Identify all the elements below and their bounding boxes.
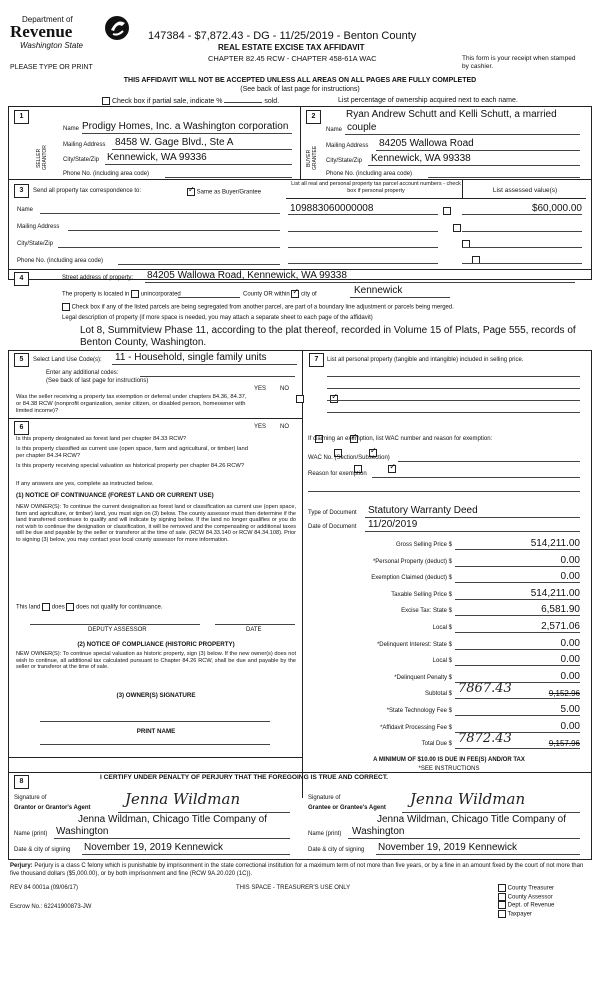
tax-row-label: Subtotal $ (424, 691, 452, 697)
additional-codes-label: Enter any additional codes: (46, 370, 119, 376)
dor-emblem-icon (104, 14, 130, 42)
corr-city-label: City/State/Zip (17, 241, 54, 247)
corr-name-label: Name (17, 207, 34, 213)
ownership-note: List percentage of ownership acquired next to each name. (338, 97, 518, 104)
copy-treasurer-checkbox[interactable] (498, 884, 506, 892)
tax-row-label: Local $ (432, 625, 452, 631)
section-1-number: 1 (14, 110, 29, 124)
grantor-name-label: Name (print) (14, 831, 48, 837)
compliance-heading: (2) NOTICE OF COMPLIANCE (HISTORIC PROPERTY) (77, 641, 235, 648)
grantor-sig-label: Signature of (14, 795, 47, 801)
property-city[interactable]: Kennewick (354, 285, 403, 296)
seller-phone-label: Phone No. (including area code) (63, 171, 150, 177)
dept-of-text: Department of (22, 15, 73, 24)
legal-label: Legal description of property (if more space is needed, you may attach a separate sheet to each page of the affidavit) (62, 315, 373, 321)
buyer-city-label: City/State/Zip (326, 158, 363, 164)
section-7-number: 7 (309, 353, 324, 367)
land-use-label: Select Land Use Code(s): (33, 357, 102, 363)
certify-statement: I CERTIFY UNDER PENALTY OF PERJURY THAT THE FOREGOING IS TRUE AND CORRECT. (100, 774, 388, 781)
copy-assessor-checkbox[interactable] (498, 893, 506, 901)
parcel-2-personal-checkbox[interactable] (453, 224, 461, 232)
buyer-name-line2[interactable]: couple (347, 122, 377, 133)
parcel-header: List all real and personal property tax parcel account numbers - check box if personal property (291, 181, 461, 194)
grantee-agent-name-2[interactable]: Washington (352, 826, 405, 837)
dept-revenue-text: Revenue (10, 22, 73, 41)
city-of-checkbox[interactable] (291, 290, 299, 298)
street-label: Street address of property: (62, 275, 134, 281)
forest-question: Is this property designated as forest land per chapter 84.33 RCW? (16, 436, 187, 442)
minimum-fee-note: A MINIMUM OF $10.00 IS DUE IN FEE(S) AND/OR TAX (373, 757, 525, 763)
buyer-side-label: BUYER GRANTEE (306, 145, 318, 171)
partial-sale: Check box if partial sale, indicate % sold. (102, 97, 279, 105)
section-2-number: 2 (306, 110, 321, 124)
unincorporated-checkbox[interactable] (131, 290, 139, 298)
grantee-sig-label: Signature of (308, 795, 341, 801)
grantor-agent-label: Grantor or Grantor's Agent (14, 805, 91, 811)
assessed-value[interactable]: $60,000.00 (531, 203, 582, 214)
land-use-code[interactable]: 11 - Household, single family units (115, 352, 267, 363)
segregated-checkbox[interactable] (62, 303, 70, 311)
current-use-question: Is this property classified as current use (open space, farm and agricultural, or timber) land per chapter 84.34 RCW? (16, 446, 248, 459)
does-qualify-checkbox[interactable] (42, 603, 50, 611)
tax-row-value[interactable]: 0.00 (560, 571, 580, 582)
legal-description[interactable]: Lot 8, Summitview Phase 11, according to the plat thereof, recorded in Volume 15 of Plats, Page 555, records of Benton County, Washington. (80, 325, 576, 348)
copy-taxpayer-checkbox[interactable] (498, 910, 506, 918)
assessed-header: List assessed value(s) (492, 187, 558, 194)
grantor-date-city[interactable]: November 19, 2019 Kennewick (84, 842, 223, 853)
compliance-text: NEW OWNER(S): To continue special valuation as historic property, sign (3) below. If the new owner(s) does not wish to continue, all additional tax calculated pursuant to Chapter 84.26 RCW, shall be due and payable by the seller or transferor at the time of sale. (16, 651, 296, 671)
tax-row-value[interactable]: 0.00 (560, 671, 580, 682)
assessor-date-label: DATE (246, 627, 262, 633)
seller-name-label: Name (63, 126, 80, 132)
section-6-number: 6 (14, 421, 29, 435)
tax-row-label: Local $ (432, 658, 452, 664)
sec6-no-header: NO (280, 424, 289, 430)
qualify-row: This land does does not qualify for continuance. (16, 604, 163, 611)
does-not-qualify-checkbox[interactable] (66, 603, 74, 611)
copy-distribution: County Treasurer County Assessor Dept. of Revenue Taxpayer (498, 884, 554, 918)
county-or-city: County OR within ✓ city of (243, 290, 317, 298)
tax-row-value[interactable]: 514,211.00 (530, 538, 580, 549)
continuance-text: NEW OWNER(S): To continue the current designation as forest land or classification as current use (open space, farm and agriculture, or timber) land, you must sign on (3) below. The county assessor must then determine if the land transferred continues to qualify and will indicate by signing below. If the land no longer qualifies or you do not wish to continue the designation or classification, it will be removed and the compensating or additional taxes will be due and payable by the seller or transferor at the time of sale. (RCW 84.33.140 or RCW 84.34.108). Prior to signing (3) below, you may contact your local county assessor for more information. (16, 504, 296, 543)
historic-question: Is this property receiving special valuation as historical property per chapter 84.26 RCW? (16, 463, 245, 469)
section-4-number: 4 (14, 272, 29, 286)
tax-row-label: Taxable Selling Price $ (391, 592, 452, 598)
property-street[interactable]: 84205 Wallowa Road, Kennewick, WA 99338 (147, 270, 347, 281)
section-5-number: 5 (14, 353, 29, 367)
treasurer-use: THIS SPACE - TREASURER'S USE ONLY (236, 885, 351, 891)
buyer-city[interactable]: Kennewick, WA 99338 (371, 153, 471, 164)
grantee-date-label: Date & city of signing (308, 847, 365, 853)
partial-sale-checkbox[interactable] (102, 97, 110, 105)
historic-no-checkbox[interactable] (388, 465, 396, 473)
wac-label: WAC No. (Section/Subsection) (308, 455, 390, 461)
tax-row-label: *Personal Property (deduct) $ (372, 559, 452, 565)
tax-row-label: *Delinquent Interest: State $ (376, 642, 452, 648)
continuance-heading: (1) NOTICE OF CONTINUANCE (FOREST LAND OR CURRENT USE) (16, 492, 214, 499)
buyer-phone-label: Phone No. (including area code) (326, 171, 413, 177)
grantee-agent-name-1[interactable]: Jenna Wildman, Chicago Title Company of (377, 814, 566, 825)
tax-row-label: *Affidavit Processing Fee $ (380, 725, 452, 731)
parcel-number[interactable]: 109883060000008 (290, 203, 374, 214)
tax-row-value[interactable]: 6,581.90 (541, 604, 580, 615)
buyer-mail-label: Mailing Address (326, 143, 369, 149)
seller-city-label: City/State/Zip (63, 157, 100, 163)
seller-side-label: SELLER GRANTOR (36, 145, 48, 171)
section-3-number: 3 (14, 184, 29, 198)
same-as-buyer: ✓ Same as Buyer/Grantee (187, 188, 261, 196)
same-as-buyer-checkbox[interactable] (187, 188, 195, 196)
deputy-assessor-label: DEPUTY ASSESSOR (88, 627, 147, 633)
doc-type-label: Type of Document (308, 510, 357, 516)
seller-name[interactable]: Prodigy Homes, Inc. a Washington corporation (82, 121, 289, 132)
sec5-yes-header: YES (254, 386, 267, 392)
see-back-text: (See back of last page for instructions) (240, 86, 360, 93)
buyer-name-line1[interactable]: Ryan Andrew Schutt and Kelli Schutt, a married (346, 109, 557, 120)
form-title: REAL ESTATE EXCISE TAX AFFIDAVIT (218, 43, 365, 52)
tax-row-label: Excise Tax: State $ (401, 608, 452, 614)
seller-mail[interactable]: 8458 W. Gage Blvd., Ste A (115, 137, 234, 148)
doc-date-label: Date of Document (308, 524, 357, 530)
exemption-claim-label: If claiming an exemption, list WAC number and reason for exemption: (308, 436, 493, 442)
dept-state-text: Washington State (20, 41, 84, 50)
corr-phone-label: Phone No. (including area code) (17, 258, 104, 264)
rev-number: REV 84 0001a (09/06/17) (10, 885, 79, 891)
please-type: PLEASE TYPE OR PRINT (10, 64, 93, 71)
tax-row-value[interactable]: 514,211.00 (530, 588, 580, 599)
grantor-date-label: Date & city of signing (14, 847, 71, 853)
escrow-number: Escrow No.: 62241900873-JW (10, 904, 92, 910)
sec6-yes-header: YES (254, 424, 267, 430)
owner-signature-heading: (3) OWNER(S) SIGNATURE (116, 692, 196, 699)
located-row: The property is located in unincorporated (62, 291, 181, 298)
tax-row-handwritten-value: 7872.43 (458, 731, 512, 746)
parcel-1-personal-checkbox[interactable] (443, 207, 451, 215)
seller-city[interactable]: Kennewick, WA 99336 (107, 152, 207, 163)
grantor-agent-name-1[interactable]: Jenna Wildman, Chicago Title Company of (78, 814, 267, 825)
copy-revenue-checkbox[interactable] (498, 901, 506, 909)
perjury-note: Perjury: Perjury is a class C felony which is punishable by imprisonment in the state correctional institution for a maximum term of not more than five years, or by a fine in an amount fixed by the court of not more than five thousand dollars ($5,000.00), or by both imprisonment and fine (RCW 9A.20.020 (1C)). (10, 863, 584, 877)
grantor-agent-name-2[interactable]: Washington (56, 826, 109, 837)
see-instructions-note: *SEE INSTRUCTIONS (418, 766, 480, 772)
grantee-date-city[interactable]: November 19, 2019 Kennewick (378, 842, 517, 853)
warning-text: THIS AFFIDAVIT WILL NOT BE ACCEPTED UNLESS ALL AREAS ON ALL PAGES ARE FULLY COMPLETED (123, 77, 477, 84)
send-correspondence-label: Send all property tax correspondence to: (33, 188, 142, 194)
tax-row-value[interactable]: 0.00 (560, 721, 580, 732)
if-yes-note: If any answers are yes, complete as instructed below. (16, 481, 154, 487)
receipt-note: This form is your receipt when stamped by cashier. (462, 55, 576, 70)
tax-row-value[interactable]: 5.00 (560, 704, 580, 715)
sec5-no-checkbox[interactable] (330, 395, 338, 403)
exemption-question: Was the seller receiving a property tax exemption or deferral under chapters 84.36, 84.37, or 84.38 RCW (nonprofit organization, senior citizen, or disabled person, homeowner with limited income)? (16, 394, 247, 414)
tax-row-label: Total Due $ (421, 741, 452, 747)
segregated-row: Check box if any of the listed parcels are being segregated from another parcel, are part of a boundary line adjustment or parcels being merged. (62, 303, 582, 311)
corr-mail-label: Mailing Address (17, 224, 60, 230)
tax-row-label: *State Technology Fee $ (386, 708, 452, 714)
tax-row-value[interactable]: 9,152.96 (548, 689, 580, 698)
buyer-name-label: Name (326, 127, 343, 133)
sec5-no-header: NO (280, 386, 289, 392)
print-name-label: PRINT NAME (136, 728, 176, 735)
tax-row-label: Gross Selling Price $ (395, 542, 452, 548)
recording-stamp: 147384 - $7,872.43 - DG - 11/25/2019 - Benton County (148, 30, 417, 42)
grantee-agent-label: Grantee or Grantee's Agent (308, 805, 386, 811)
seller-mail-label: Mailing Address (63, 142, 106, 148)
tax-row-handwritten-value: 7867.43 (458, 681, 512, 696)
form-chapter: CHAPTER 82.45 RCW - CHAPTER 458-61A WAC (208, 54, 377, 63)
tax-row-value[interactable]: 0.00 (560, 638, 580, 649)
tax-row-label: Exemption Claimed (deduct) $ (371, 575, 452, 581)
tax-row-value[interactable]: 9,157.96 (548, 739, 580, 748)
tax-row-value[interactable]: 2,571.06 (541, 621, 580, 632)
tax-row-label: *Delinquent Penalty $ (394, 675, 452, 681)
land-use-see-back: (See back of last page for instructions) (46, 378, 149, 384)
doc-date[interactable]: 11/20/2019 (368, 519, 418, 530)
buyer-mail[interactable]: 84205 Wallowa Road (379, 138, 474, 149)
grantor-signature: Jenna Wildman (125, 790, 241, 808)
personal-property-label: List all personal property (tangible and intangible) included in selling price. (327, 357, 524, 363)
tax-row-value[interactable]: 0.00 (560, 555, 580, 566)
sec5-yes-checkbox[interactable] (296, 395, 304, 403)
tax-row-value[interactable]: 0.00 (560, 654, 580, 665)
doc-type[interactable]: Statutory Warranty Deed (368, 505, 478, 516)
reason-label: Reason for exemption (308, 471, 367, 477)
grantee-name-label: Name (print) (308, 831, 342, 837)
section-8-number: 8 (14, 775, 29, 789)
grantee-signature: Jenna Wildman (410, 790, 526, 808)
